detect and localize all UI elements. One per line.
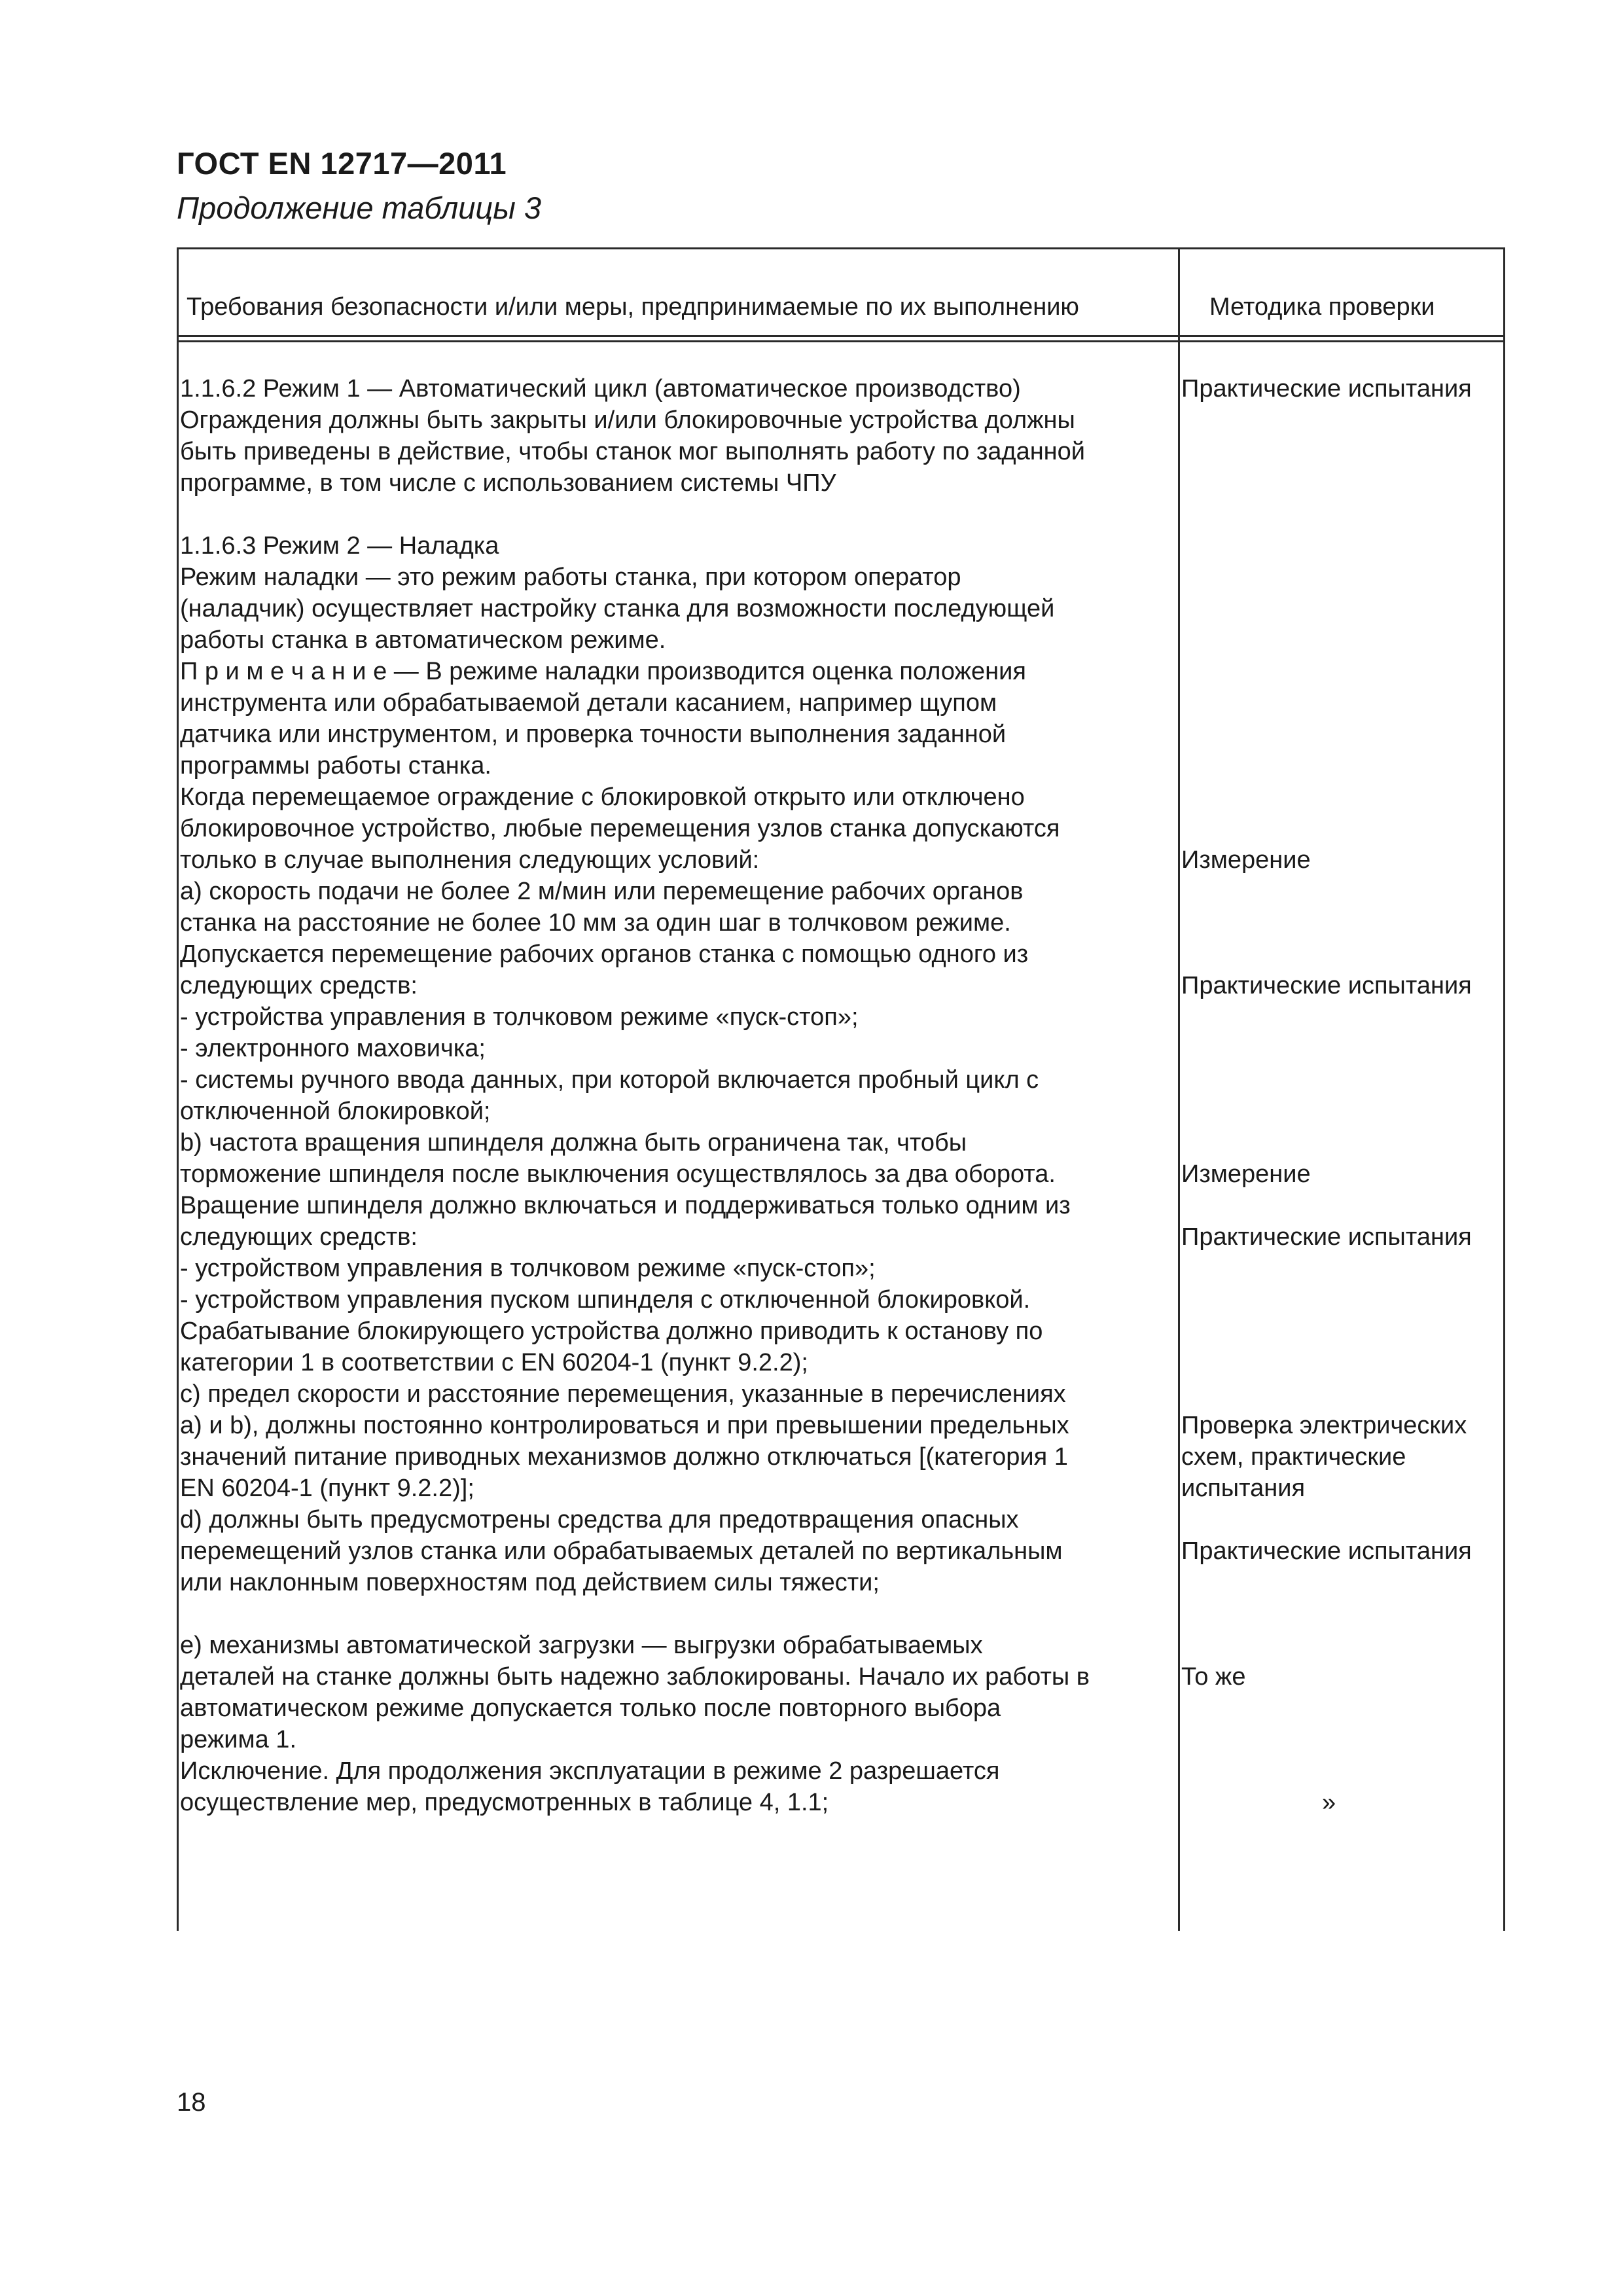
column-header-method: Методика проверки bbox=[1209, 293, 1435, 321]
req-line: Режим наладки — это режим работы станка, при котором оператор bbox=[180, 564, 961, 591]
req-line: e) механизмы автоматической загрузки — выгрузки обрабатываемых bbox=[180, 1632, 983, 1659]
req-line: - устройства управления в толчковом режиме «пуск-стоп»; bbox=[180, 1003, 859, 1031]
req-line: осуществление мер, предусмотренных в таблице 4, 1.1; bbox=[180, 1789, 829, 1816]
req-line: Исключение. Для продолжения эксплуатации в режиме 2 разрешается bbox=[180, 1757, 1000, 1785]
req-line: деталей на станке должны быть надежно заблокированы. Начало их работы в bbox=[180, 1663, 1090, 1691]
req-line: Когда перемещаемое ограждение с блокировкой открыто или отключено bbox=[180, 783, 1025, 811]
req-line: - устройством управления в толчковом режиме «пуск-стоп»; bbox=[180, 1255, 876, 1282]
req-line: отключенной блокировкой; bbox=[180, 1098, 491, 1125]
req-line: следующих средств: bbox=[180, 1223, 418, 1251]
req-line: станка на расстояние не более 10 мм за один шаг в толчковом режиме. bbox=[180, 909, 1011, 937]
method-line: Практические испытания bbox=[1181, 375, 1472, 403]
req-line: П р и м е ч а н и е — В режиме наладки производится оценка положения bbox=[180, 658, 1026, 685]
req-line: быть приведены в действие, чтобы станок мог выполнять работу по заданной bbox=[180, 438, 1086, 465]
req-line: EN 60204-1 (пункт 9.2.2)]; bbox=[180, 1475, 474, 1502]
req-line: торможение шпинделя после выключения осуществлялось за два оборота. bbox=[180, 1160, 1056, 1188]
req-line: перемещений узлов станка или обрабатываемых деталей по вертикальным bbox=[180, 1537, 1063, 1565]
req-line: Вращение шпинделя должно включаться и поддерживаться только одним из bbox=[180, 1192, 1071, 1219]
column-divider bbox=[1178, 247, 1180, 1931]
req-line: блокировочное устройство, любые перемещения узлов станка допускаются bbox=[180, 815, 1060, 842]
req-line: следующих средств: bbox=[180, 972, 418, 999]
method-line: Измерение bbox=[1181, 1160, 1311, 1188]
req-line: программы работы станка. bbox=[180, 752, 491, 780]
req-line: a) скорость подачи не более 2 м/мин или перемещение рабочих органов bbox=[180, 878, 1024, 905]
req-line: - системы ручного ввода данных, при которой включается пробный цикл с bbox=[180, 1066, 1039, 1094]
req-line: датчика или инструментом, и проверка точности выполнения заданной bbox=[180, 721, 1007, 748]
req-line: - электронного маховичка; bbox=[180, 1035, 486, 1062]
req-line: категории 1 в соответствии с EN 60204-1 (пункт 9.2.2); bbox=[180, 1349, 808, 1376]
req-line: - устройством управления пуском шпинделя с отключенной блокировкой. bbox=[180, 1286, 1031, 1314]
req-line: 1.1.6.2 Режим 1 — Автоматический цикл (автоматическое производство) bbox=[180, 375, 1021, 403]
req-line: Ограждения должны быть закрыты и/или блокировочные устройства должны bbox=[180, 406, 1075, 434]
page-number: 18 bbox=[177, 2088, 206, 2117]
method-line: Практические испытания bbox=[1181, 1223, 1472, 1251]
req-line: d) должны быть предусмотрены средства для предотвращения опасных bbox=[180, 1506, 1019, 1534]
req-line: инструмента или обрабатываемой детали касанием, например щупом bbox=[180, 689, 997, 717]
column-header-requirements: Требования безопасности и/или меры, предпринимаемые по их выполнению bbox=[187, 293, 1079, 321]
req-line: (наладчик) осуществляет настройку станка для возможности последующей bbox=[180, 595, 1055, 622]
req-line: только в случае выполнения следующих условий: bbox=[180, 846, 760, 874]
table-continuation-caption: Продолжение таблицы 3 bbox=[177, 190, 542, 225]
header-double-rule bbox=[177, 335, 1505, 342]
req-line: или наклонным поверхностям под действием силы тяжести; bbox=[180, 1569, 880, 1596]
req-line: b) частота вращения шпинделя должна быть ограничена так, чтобы bbox=[180, 1129, 967, 1157]
req-line: Допускается перемещение рабочих органов станка с помощью одного из bbox=[180, 941, 1029, 968]
method-ditto-mark: » bbox=[1322, 1789, 1336, 1816]
req-line: режима 1. bbox=[180, 1726, 296, 1753]
req-line: автоматическом режиме допускается только после повторного выбора bbox=[180, 1695, 1001, 1722]
method-line: испытания bbox=[1181, 1475, 1306, 1502]
req-line: c) предел скорости и расстояние перемещения, указанные в перечислениях bbox=[180, 1380, 1066, 1408]
method-line: То же bbox=[1181, 1663, 1246, 1691]
req-line: Срабатывание блокирующего устройства должно приводить к останову по bbox=[180, 1318, 1043, 1345]
method-line: Измерение bbox=[1181, 846, 1311, 874]
req-line: программе, в том числе с использованием системы ЧПУ bbox=[180, 469, 836, 497]
req-line: значений питание приводных механизмов должно отключаться [(категория 1 bbox=[180, 1443, 1068, 1471]
req-line: работы станка в автоматическом режиме. bbox=[180, 626, 666, 654]
method-line: Практические испытания bbox=[1181, 1537, 1472, 1565]
method-line: Практические испытания bbox=[1181, 972, 1472, 999]
req-line: a) и b), должны постоянно контролироваться и при превышении предельных bbox=[180, 1412, 1069, 1439]
method-line: Проверка электрических bbox=[1181, 1412, 1467, 1439]
req-line: 1.1.6.3 Режим 2 — Наладка bbox=[180, 532, 499, 560]
document-title: ГОСТ EN 12717—2011 bbox=[177, 146, 507, 181]
method-line: схем, практические bbox=[1181, 1443, 1406, 1471]
